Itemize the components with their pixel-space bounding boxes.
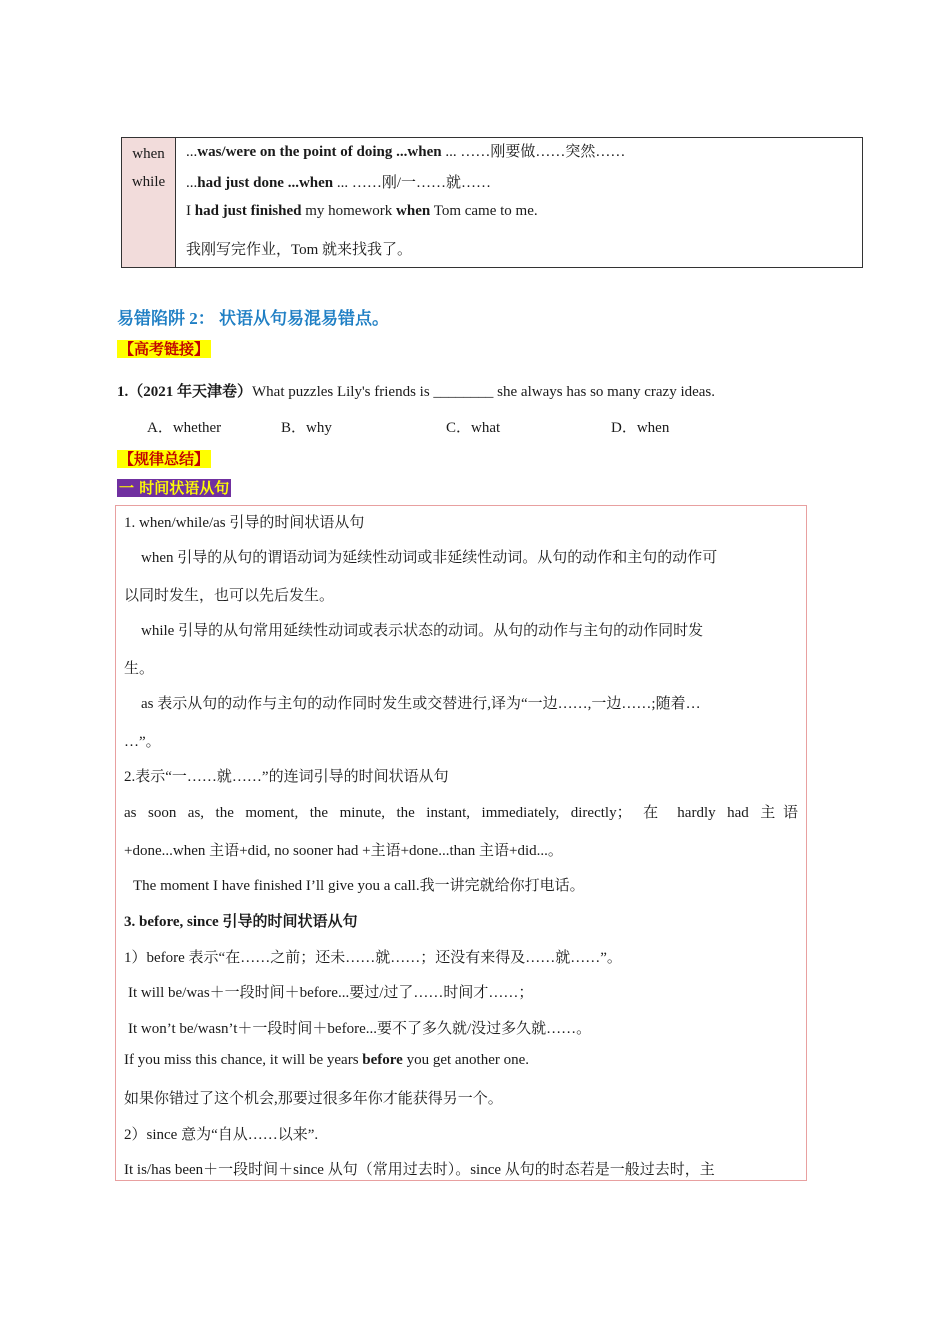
table-line-1: ...was/were on the point of doing ...when ... ……刚要做……突然…… bbox=[186, 144, 626, 160]
box-line: 1）before 表示“在……之前；还未……就……；还没有来得及……就……”。 bbox=[124, 950, 622, 966]
keyword-when: when bbox=[132, 146, 165, 162]
section-heading: 易错陷阱 2： 状语从句易混易错点。 bbox=[117, 309, 389, 328]
box-line: when 引导的从句的谓语动词为延续性动词或非延续性动词。从句的动作和主句的动作可 bbox=[141, 550, 718, 566]
table-keyword-cell bbox=[122, 138, 176, 267]
rule-summary-box bbox=[115, 505, 807, 1181]
box-line: +done...when 主语+did, no sooner had +主语+done...than 主语+did...。 bbox=[124, 843, 563, 859]
option-c[interactable]: C．what bbox=[446, 420, 501, 436]
box-line: 2）since 意为“自从……以来”. bbox=[124, 1127, 319, 1143]
box-line: 1. when/while/as 引导的时间状语从句 bbox=[124, 515, 365, 531]
option-d[interactable]: D．when bbox=[611, 420, 670, 436]
gaokao-tag: 【高考链接】 bbox=[119, 340, 210, 358]
box-line: while 引导的从句常用延续性动词或表示状态的动词。从句的动作与主句的动作同时发 bbox=[141, 623, 704, 639]
box-line: The moment I have finished I’ll give you a call.我一讲完就给你打电话。 bbox=[133, 878, 585, 894]
option-a[interactable]: A．whether bbox=[147, 420, 222, 436]
box-line: 2.表示“一……就……”的连词引导的时间状语从句 bbox=[124, 769, 449, 785]
box-example: If you miss this chance, it will be years before you get another one. bbox=[124, 1052, 530, 1068]
option-b[interactable]: B．why bbox=[281, 420, 332, 436]
section-title: 一 时间状语从句 bbox=[119, 479, 230, 497]
table-example: I had just finished my homework when Tom came to me. bbox=[186, 203, 538, 219]
usage-table bbox=[121, 137, 863, 268]
box-subheading: 3. before, since 引导的时间状语从句 bbox=[124, 914, 358, 930]
summary-tag: 【规律总结】 bbox=[119, 450, 210, 468]
table-line-2: ...had just done ...when ... ……刚/一……就…… bbox=[186, 175, 492, 191]
box-line: 生。 bbox=[124, 661, 155, 677]
box-line: 以同时发生，也可以先后发生。 bbox=[124, 588, 335, 604]
box-line: …”。 bbox=[124, 734, 161, 750]
box-line: It will be/was＋一段时间＋before...要过/过了……时间才……； bbox=[128, 985, 534, 1001]
keyword-while: while bbox=[131, 174, 166, 190]
table-content-cell bbox=[176, 138, 862, 267]
table-translation: 我刚写完作业，Tom 就来找我了。 bbox=[186, 242, 413, 258]
box-line: It is/has been＋一段时间＋since 从句（常用过去时）。since 从句的时态若是一般过去时，主 bbox=[124, 1162, 715, 1178]
question-stem: 1.（2021 年天津卷）What puzzles Lily's friends is ________ she always has so many crazy ideas. bbox=[117, 384, 716, 400]
box-line: as 表示从句的动作与主句的动作同时发生或交替进行,译为“一边……,一边……;随着… bbox=[141, 696, 701, 712]
box-line: as soon as, the moment, the minute, the instant, immediately, directly； 在 hardly had 主语 bbox=[124, 805, 798, 821]
box-line: 如果你错过了这个机会,那要过很多年你才能获得另一个。 bbox=[124, 1091, 503, 1107]
box-line: It won’t be/wasn’t＋一段时间＋before...要不了多久就/没过多久就……。 bbox=[128, 1021, 592, 1037]
